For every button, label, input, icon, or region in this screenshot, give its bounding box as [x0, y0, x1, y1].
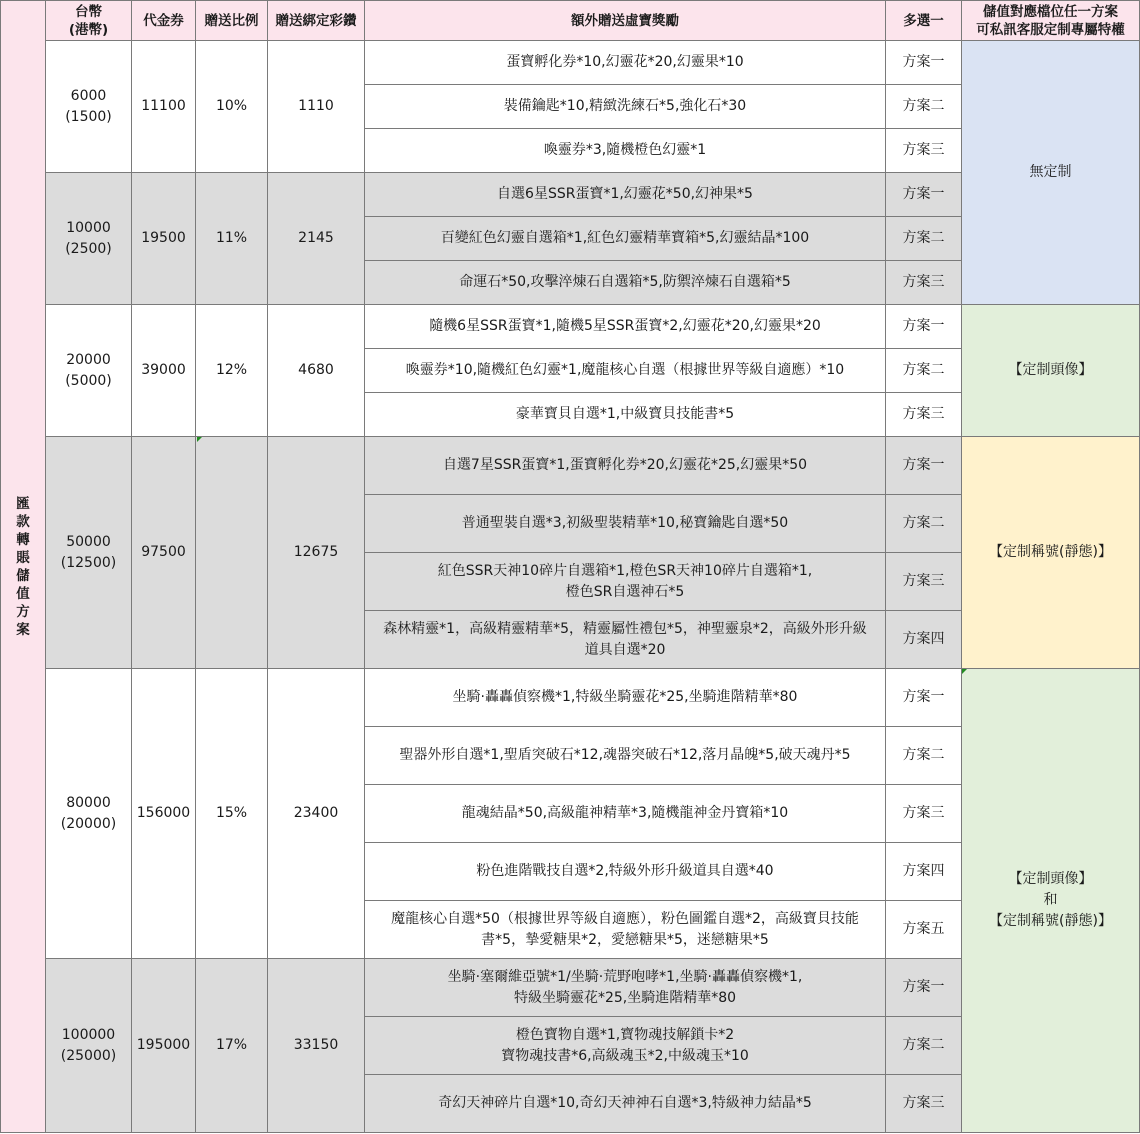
plan-label: 方案三 — [886, 129, 962, 173]
tier-twd: 20000 (5000) — [46, 305, 132, 437]
plan-rewards: 普通聖裝自選*3,初級聖裝精華*10,秘寶鑰匙自選*50 — [365, 495, 886, 553]
perk-custom-avatar: 【定制頭像】 — [962, 305, 1140, 437]
tier-twd: 100000 (25000) — [46, 959, 132, 1133]
plan-label: 方案三 — [886, 393, 962, 437]
tier-ratio: 15% — [196, 669, 268, 959]
plan-label: 方案三 — [886, 261, 962, 305]
plan-rewards: 森林精靈*1，高級精靈精華*5，精靈屬性禮包*5，神聖靈泉*2，高級外形升級 道具自選*20 — [365, 611, 886, 669]
plan-rewards: 喚靈券*3,隨機橙色幻靈*1 — [365, 129, 886, 173]
header-ratio: 贈送比例 — [196, 1, 268, 41]
cell-comment-marker — [962, 669, 967, 674]
tier-voucher: 156000 — [132, 669, 196, 959]
plan-label: 方案二 — [886, 349, 962, 393]
plan-rewards: 坐騎·塞爾維亞號*1/坐騎·荒野咆哮*1,坐騎·轟轟偵察機*1, 特級坐騎靈花*25,坐騎進階精華*80 — [365, 959, 886, 1017]
plan-rewards: 坐騎·轟轟偵察機*1,特級坐騎靈花*25,坐騎進階精華*80 — [365, 669, 886, 727]
cell-comment-marker — [197, 437, 202, 442]
perk-custom-title: 【定制稱號(靜態)】 — [962, 437, 1140, 669]
plan-rewards: 聖器外形自選*1,聖盾突破石*12,魂器突破石*12,落月晶魄*5,破天魂丹*5 — [365, 727, 886, 785]
tier-voucher: 195000 — [132, 959, 196, 1133]
plan-rewards: 粉色進階戰技自選*2,特級外形升級道具自選*40 — [365, 843, 886, 901]
tier-bound: 4680 — [268, 305, 365, 437]
plan-label: 方案三 — [886, 785, 962, 843]
plan-label: 方案一 — [886, 173, 962, 217]
tier-twd: 6000 (1500) — [46, 41, 132, 173]
plan-label: 方案四 — [886, 843, 962, 901]
tier-twd: 10000 (2500) — [46, 173, 132, 305]
side-title: 匯款轉賬儲值方案 — [1, 1, 46, 1133]
table-row — [1, 305, 1140, 349]
header-voucher: 代金券 — [132, 1, 196, 41]
header-rewards: 額外贈送虛寶獎勵 — [365, 1, 886, 41]
plan-rewards: 蛋寶孵化券*10,幻靈花*20,幻靈果*10 — [365, 41, 886, 85]
tier-bound: 2145 — [268, 173, 365, 305]
plan-rewards: 魔龍核心自選*50（根據世界等級自適應），粉色圖鑑自選*2，高級寶貝技能 書*5，摯愛糖果*2，愛戀糖果*5，迷戀糖果*5 — [365, 901, 886, 959]
plan-label: 方案五 — [886, 901, 962, 959]
plan-label: 方案一 — [886, 41, 962, 85]
plan-label: 方案三 — [886, 553, 962, 611]
tier-voucher: 11100 — [132, 41, 196, 173]
header-bound-diamond: 贈送綁定彩鑽 — [268, 1, 365, 41]
plan-label: 方案二 — [886, 217, 962, 261]
tier-voucher: 19500 — [132, 173, 196, 305]
plan-rewards: 命運石*50,攻擊淬煉石自選箱*5,防禦淬煉石自選箱*5 — [365, 261, 886, 305]
plan-rewards: 隨機6星SSR蛋寶*1,隨機5星SSR蛋寶*2,幻靈花*20,幻靈果*20 — [365, 305, 886, 349]
tier-ratio: 10% — [196, 41, 268, 173]
plan-rewards: 橙色寶物自選*1,寶物魂技解鎖卡*2 寶物魂技書*6,高級魂玉*2,中級魂玉*10 — [365, 1017, 886, 1075]
tier-ratio — [196, 437, 268, 669]
tier-bound: 33150 — [268, 959, 365, 1133]
plan-rewards: 自選7星SSR蛋寶*1,蛋寶孵化券*20,幻靈花*25,幻靈果*50 — [365, 437, 886, 495]
header-choice: 多選一 — [886, 1, 962, 41]
perk-avatar-and-title: 【定制頭像】 和 【定制稱號(靜態)】 — [962, 669, 1140, 1133]
plan-label: 方案一 — [886, 669, 962, 727]
plan-label: 方案一 — [886, 305, 962, 349]
tier-voucher: 97500 — [132, 437, 196, 669]
plan-label: 方案一 — [886, 437, 962, 495]
header-perk: 儲值對應檔位任一方案 可私訊客服定制專屬特權 — [962, 1, 1140, 41]
tier-bound: 12675 — [268, 437, 365, 669]
tier-bound: 1110 — [268, 41, 365, 173]
plan-rewards: 百變紅色幻靈自選箱*1,紅色幻靈精華寶箱*5,幻靈結晶*100 — [365, 217, 886, 261]
plan-label: 方案二 — [886, 495, 962, 553]
table-row — [1, 437, 1140, 495]
plan-rewards: 紅色SSR天神10碎片自選箱*1,橙色SR天神10碎片自選箱*1, 橙色SR自選神石*5 — [365, 553, 886, 611]
plan-rewards: 裝備鑰匙*10,精緻洗練石*5,強化石*30 — [365, 85, 886, 129]
perk-none: 無定制 — [962, 41, 1140, 305]
tier-twd: 50000 (12500) — [46, 437, 132, 669]
plan-label: 方案四 — [886, 611, 962, 669]
tier-ratio: 12% — [196, 305, 268, 437]
table-row — [1, 669, 1140, 727]
plan-rewards: 龍魂結晶*50,高級龍神精華*3,隨機龍神金丹寶箱*10 — [365, 785, 886, 843]
tier-twd: 80000 (20000) — [46, 669, 132, 959]
header-row — [1, 1, 1140, 41]
tier-ratio: 11% — [196, 173, 268, 305]
plan-label: 方案一 — [886, 959, 962, 1017]
plan-rewards: 奇幻天神碎片自選*10,奇幻天神神石自選*3,特級神力結晶*5 — [365, 1075, 886, 1133]
plan-label: 方案二 — [886, 1017, 962, 1075]
plan-rewards: 豪華寶貝自選*1,中級寶貝技能書*5 — [365, 393, 886, 437]
tier-ratio: 17% — [196, 959, 268, 1133]
tier-voucher: 39000 — [132, 305, 196, 437]
plan-label: 方案二 — [886, 85, 962, 129]
plan-label: 方案二 — [886, 727, 962, 785]
header-twd: 台幣 (港幣) — [46, 1, 132, 41]
tier-bound: 23400 — [268, 669, 365, 959]
table-row — [1, 41, 1140, 85]
plan-rewards: 喚靈券*10,隨機紅色幻靈*1,魔龍核心自選（根據世界等級自適應）*10 — [365, 349, 886, 393]
plan-label: 方案三 — [886, 1075, 962, 1133]
plan-rewards: 自選6星SSR蛋寶*1,幻靈花*50,幻神果*5 — [365, 173, 886, 217]
